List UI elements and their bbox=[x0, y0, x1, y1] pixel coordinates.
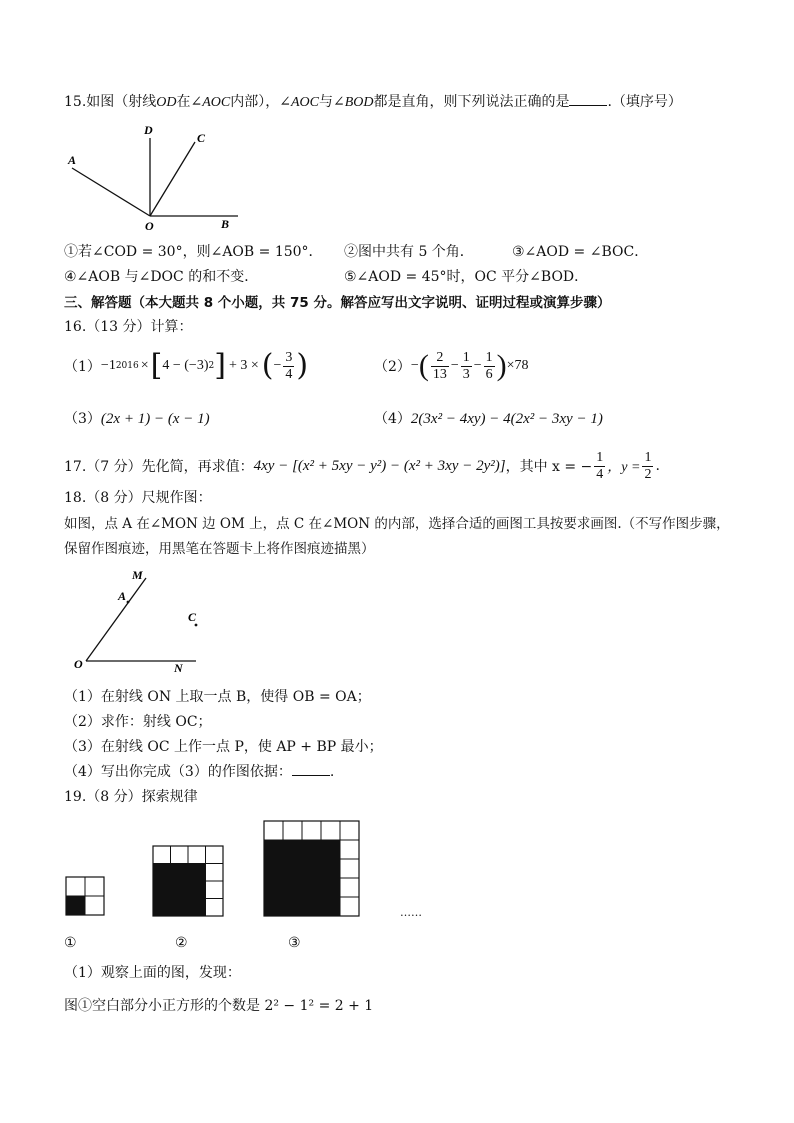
answer-blank[interactable] bbox=[292, 763, 330, 776]
q16-part3: （3）(2x + 1) − (x − 1) bbox=[64, 411, 210, 427]
figure-label-1: ① bbox=[64, 935, 77, 951]
label-a: A bbox=[118, 589, 127, 603]
label-c: C bbox=[188, 610, 197, 624]
q16-part1: （1） −1 2016 × [ 4 − (−3) 2 ] + 3 × ( − $\frac{3}{4}$ ) bbox=[64, 348, 309, 383]
label-c: C bbox=[197, 131, 206, 145]
q19-observe: （1）观察上面的图，发现： bbox=[64, 965, 241, 981]
ellipsis: …… bbox=[400, 906, 422, 919]
q15-angle-figure bbox=[60, 120, 250, 235]
q19-square-figures bbox=[60, 815, 440, 920]
q19-title: 19.（8 分）探索规律 bbox=[64, 789, 198, 805]
q18-line2: 保留作图痕迹，用黑笔在答题卡上将作图痕迹描黑） bbox=[64, 541, 375, 557]
q15-option-3: ③∠AOD = ∠BOC． bbox=[512, 244, 649, 260]
label-o: O bbox=[145, 219, 154, 233]
q15-stem: 15.如图（射线OD在∠AOC内部），∠AOC与∠BOD都是直角，则下列说法正确的是 .（填序号） bbox=[64, 94, 682, 110]
q18-step-1: （1）在射线 ON 上取一点 B，使得 OB = OA； bbox=[64, 689, 371, 705]
q16-part2: （2） − ( $\frac{2}{13}$ − $\frac{1}{3}$ − $\frac{1}{6}$ ) ×78 bbox=[374, 349, 529, 382]
q16-part4: （4）2(3x² − 4xy) − 4(2x² − 3xy − 1) bbox=[374, 411, 603, 427]
label-b: B bbox=[221, 217, 230, 231]
figure-3 bbox=[264, 821, 359, 916]
q18-angle-figure bbox=[66, 562, 216, 677]
q18-line1: 如图，点 A 在∠MON 边 OM 上，点 C 在∠MON 的内部，选择合适的画图工具按要求画图.（不写作图步骤， bbox=[64, 516, 730, 532]
q16-title: 16.（13 分）计算： bbox=[64, 319, 193, 335]
q19-fig1-text: 图①空白部分小正方形的个数是 2² − 1² = 2 + 1 bbox=[64, 998, 374, 1014]
q15-option-5: ⑤∠AOD = 45°时，OC 平分∠BOD． bbox=[344, 269, 589, 285]
q15-option-4: ④∠AOB 与∠DOC 的和不变． bbox=[64, 269, 259, 285]
q15-option-2: ②图中共有 5 个角． bbox=[344, 244, 474, 260]
section-heading: 三、解答题（本大题共 8 个小题，共 75 分。解答应写出文字说明、证明过程或演算步骤） bbox=[64, 295, 611, 311]
q15-option-1: ①若∠COD = 30°，则∠AOB = 150°． bbox=[64, 244, 323, 260]
figure-2 bbox=[153, 846, 223, 916]
q18-step-4: （4）写出你完成（3）的作图依据： . bbox=[64, 764, 335, 780]
label-d: D bbox=[144, 123, 153, 137]
q18-step-2: （2）求作：射线 OC； bbox=[64, 714, 212, 730]
label-a: A bbox=[68, 153, 77, 167]
label-m: M bbox=[132, 568, 143, 582]
figure-label-3: ③ bbox=[288, 935, 301, 951]
q18-title: 18.（8 分）尺规作图： bbox=[64, 490, 212, 506]
figure-label-2: ② bbox=[175, 935, 188, 951]
figure-1 bbox=[66, 877, 104, 915]
q18-step-3: （3）在射线 OC 上作一点 P，使 AP + BP 最小； bbox=[64, 739, 383, 755]
answer-blank[interactable] bbox=[569, 93, 607, 106]
q17-stem: 17.（7 分）先化简，再求值： 4xy − [(x² + 5xy − y²) − (x² + 3xy − 2y²)] ，其中 x = − $\frac{1}{4}$ ，y = $\frac{1}{2}$ . bbox=[64, 450, 660, 482]
label-o: O bbox=[74, 657, 83, 671]
label-n: N bbox=[174, 661, 183, 675]
